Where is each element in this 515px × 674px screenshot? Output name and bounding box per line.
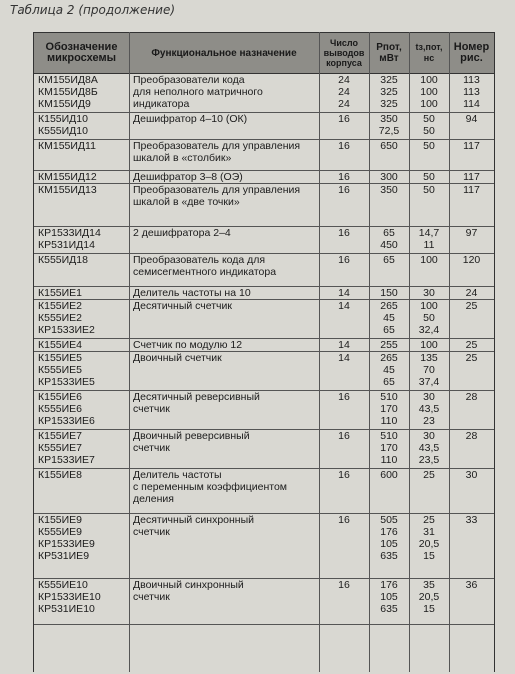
table-row xyxy=(34,74,494,113)
cell-power: 176 105 635 xyxy=(380,579,398,615)
cell-pins: 16 xyxy=(338,579,350,591)
cell-power: 350 xyxy=(380,184,398,196)
column-divider xyxy=(369,32,370,672)
cell-figure: 28 xyxy=(465,391,478,403)
cell-power: 505 176 105 635 xyxy=(380,514,398,562)
cell-delay: 100 50 32,4 xyxy=(418,300,440,336)
cell-power: 255 xyxy=(380,339,398,351)
cell-designation: К155ИЕ4 xyxy=(38,339,83,351)
column-divider xyxy=(409,32,410,672)
header-designation: Обозначение микросхемы xyxy=(45,41,118,64)
cell-designation: КМ155ИД12 xyxy=(38,171,97,183)
cell-figure: 25 xyxy=(465,352,478,364)
cell-function: Преобразователь для управления шкалой в «столбик» xyxy=(133,140,301,164)
table-caption: Таблица 2 (продолжение) xyxy=(10,3,176,17)
cell-pins: 16 xyxy=(338,430,350,442)
cell-delay: 100 100 100 xyxy=(420,74,438,110)
cell-figure: 117 xyxy=(463,184,480,196)
table-row xyxy=(34,579,494,625)
cell-delay: 100 xyxy=(420,339,438,351)
table-row xyxy=(34,227,494,254)
cell-pins: 16 xyxy=(338,140,350,152)
cell-designation: К555ИД18 xyxy=(38,254,88,266)
header-function: Функциональное назначение xyxy=(151,47,297,59)
cell-pins: 16 xyxy=(338,171,350,183)
table-row xyxy=(34,113,494,140)
cell-pins: 16 xyxy=(338,469,350,481)
cell-power: 325 325 325 xyxy=(380,74,398,110)
table-row xyxy=(34,300,494,339)
cell-power: 65 xyxy=(383,254,395,266)
cell-function: Преобразователи кода для неполного матричного индикатора xyxy=(133,74,263,110)
cell-delay: 35 20,5 15 xyxy=(418,579,440,615)
cell-function: Двоичный счетчик xyxy=(133,352,222,364)
cell-pins: 16 xyxy=(338,254,350,266)
table-row xyxy=(34,171,494,184)
cell-function: Преобразователь для управления шкалой в «две точки» xyxy=(133,184,301,208)
cell-power: 350 72,5 xyxy=(378,113,400,137)
cell-delay: 14,7 11 xyxy=(418,227,440,251)
cell-function: Делитель частоты на 10 xyxy=(133,287,251,299)
cell-designation: К555ИЕ10 КР1533ИЕ10 КР531ИЕ10 xyxy=(38,579,101,615)
cell-designation: КМ155ИД13 xyxy=(38,184,97,196)
table-row xyxy=(34,339,494,352)
cell-figure: 113 113 114 xyxy=(463,74,480,110)
table-row xyxy=(34,391,494,430)
cell-designation: К155ИЕ9 К555ИЕ9 КР1533ИЕ9 КР531ИЕ9 xyxy=(38,514,95,562)
cell-designation: КР1533ИД14 КР531ИД14 xyxy=(38,227,101,251)
cell-function: Двоичный синхронный счетчик xyxy=(133,579,244,603)
header-power: Pпот, мВт xyxy=(376,42,402,64)
cell-designation: К155ИЕ7 К555ИЕ7 КР1533ИЕ7 xyxy=(38,430,95,466)
cell-function: Десятичный реверсивный счетчик xyxy=(133,391,260,415)
cell-figure: 33 xyxy=(465,514,478,526)
cell-pins: 14 xyxy=(338,339,350,351)
cell-delay: 30 43,5 23 xyxy=(418,391,440,427)
cell-function: Делитель частоты с переменным коэффициентом деления xyxy=(133,469,288,505)
header-delay: tз,пот, нс xyxy=(415,42,443,63)
header-pins: Число выводов корпуса xyxy=(323,38,365,68)
cell-figure: 117 xyxy=(463,171,480,183)
cell-power: 600 xyxy=(380,469,398,481)
cell-figure: 24 xyxy=(465,287,478,299)
cell-delay: 50 50 xyxy=(423,113,435,137)
column-divider xyxy=(129,32,130,672)
cell-figure: 25 xyxy=(465,300,478,312)
cell-delay: 50 xyxy=(423,171,435,183)
cell-pins: 16 xyxy=(338,391,350,403)
cell-figure: 117 xyxy=(463,140,480,152)
table-row xyxy=(34,469,494,514)
cell-designation: К155ИЕ6 К555ИЕ6 КР1533ИЕ6 xyxy=(38,391,95,427)
cell-designation: КМ155ИД11 xyxy=(38,140,96,152)
cell-figure: 30 xyxy=(465,469,478,481)
cell-pins: 14 xyxy=(338,352,350,364)
cell-power: 65 450 xyxy=(380,227,398,251)
cell-designation: К155ИД10 К555ИД10 xyxy=(38,113,88,137)
cell-pins: 14 xyxy=(338,287,350,299)
cell-function: Дешифратор 4–10 (ОК) xyxy=(133,113,248,125)
cell-delay: 25 31 20,5 15 xyxy=(418,514,440,562)
cell-figure: 28 xyxy=(465,430,478,442)
column-divider xyxy=(319,32,320,672)
cell-figure: 94 xyxy=(465,113,478,125)
cell-figure: 36 xyxy=(465,579,478,591)
cell-figure: 25 xyxy=(465,339,478,351)
cell-pins: 16 xyxy=(338,227,350,239)
cell-function: Счетчик по модулю 12 xyxy=(133,339,243,351)
cell-designation: К155ИЕ8 xyxy=(38,469,83,481)
cell-pins: 14 xyxy=(338,300,350,312)
cell-delay: 100 xyxy=(420,254,438,266)
table-row xyxy=(34,514,494,579)
table-row xyxy=(34,140,494,171)
table-row xyxy=(34,287,494,300)
cell-pins: 16 xyxy=(338,113,350,125)
table-header xyxy=(34,32,494,74)
cell-pins: 16 xyxy=(338,184,350,196)
cell-designation: К155ИЕ2 К555ИЕ2 КР1533ИЕ2 xyxy=(38,300,95,336)
cell-function: Двоичный реверсивный счетчик xyxy=(133,430,250,454)
cell-delay: 30 43,5 23,5 xyxy=(418,430,440,466)
column-divider xyxy=(449,32,450,672)
cell-power: 265 45 65 xyxy=(380,300,398,336)
cell-delay: 50 xyxy=(423,184,435,196)
cell-function: Десятичный счетчик xyxy=(133,300,232,312)
table-row xyxy=(34,184,494,227)
cell-function: Десятичный синхронный счетчик xyxy=(133,514,255,538)
cell-designation: К155ИЕ5 К555ИЕ5 КР1533ИЕ5 xyxy=(38,352,95,388)
cell-power: 510 170 110 xyxy=(380,430,398,466)
cell-power: 265 45 65 xyxy=(380,352,398,388)
cell-power: 300 xyxy=(380,171,398,183)
cell-delay: 25 xyxy=(423,469,435,481)
cell-pins: 24 24 24 xyxy=(338,74,350,110)
table-row xyxy=(34,352,494,391)
cell-figure: 97 xyxy=(465,227,478,239)
cell-function: Дешифратор 3–8 (ОЭ) xyxy=(133,171,243,183)
cell-power: 150 xyxy=(380,287,398,299)
cell-delay: 50 xyxy=(423,140,435,152)
header-figure: Номер рис. xyxy=(453,41,490,64)
cell-designation: КМ155ИД8А КМ155ИД8Б КМ155ИД9 xyxy=(38,74,98,110)
cell-function: Преобразователь кода для семисегментного индикатора xyxy=(133,254,277,278)
cell-designation: К155ИЕ1 xyxy=(38,287,83,299)
cell-function: 2 дешифратора 2–4 xyxy=(133,227,231,239)
data-table xyxy=(33,32,495,672)
cell-figure: 120 xyxy=(462,254,481,266)
cell-pins: 16 xyxy=(338,514,350,526)
cell-power: 650 xyxy=(380,140,398,152)
cell-power: 510 170 110 xyxy=(380,391,398,427)
table-row xyxy=(34,430,494,469)
table-row xyxy=(34,254,494,287)
cell-delay: 135 70 37,4 xyxy=(418,352,440,388)
cell-delay: 30 xyxy=(423,287,435,299)
